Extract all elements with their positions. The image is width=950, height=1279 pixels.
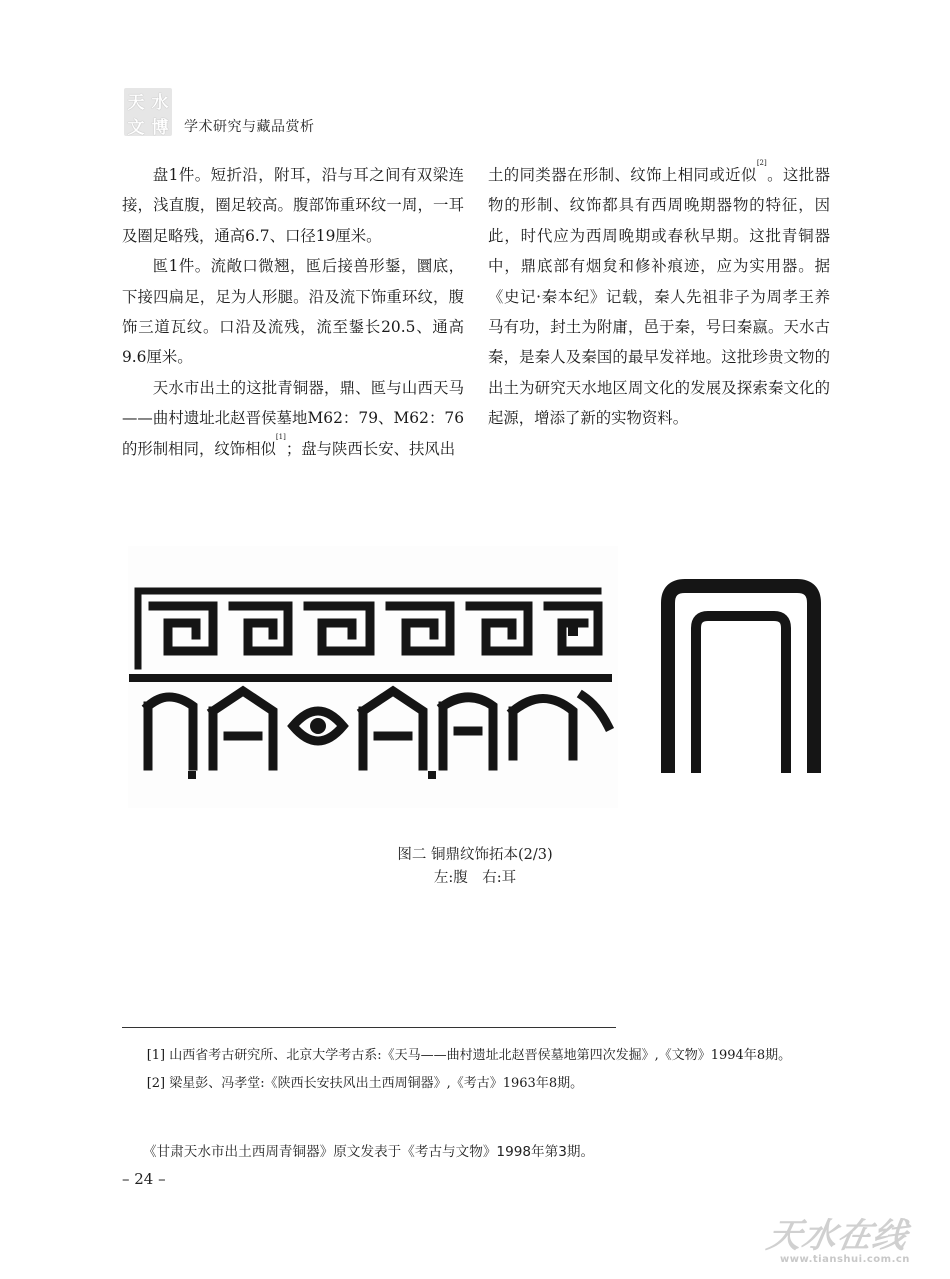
footnote-2: [2] 梁星彭、冯孝堂:《陕西长安扶风出土西周铜器》,《考古》1963年8期。 bbox=[146, 1076, 584, 1091]
body-column-right bbox=[488, 160, 830, 434]
figure-subcaption: 左:腹 右:耳 bbox=[433, 870, 517, 886]
watermark-text: 天水在线 bbox=[763, 1216, 911, 1256]
watermark-url: www.tianshui.com.cn bbox=[780, 1254, 910, 1265]
footnote-ref-1[interactable]: [1] bbox=[275, 432, 286, 441]
figure-caption: 图二 铜鼎纹饰拓本(2/3) bbox=[397, 847, 553, 863]
paragraph-pan: 盘1件。短折沿，附耳，沿与耳之间有双梁连接，浅直腹，圈足较高。腹部饰重环纹一周，一耳及圈足略残，通高6.7、口径19厘米。 bbox=[122, 166, 464, 245]
rubbing-ear-image bbox=[658, 578, 824, 778]
rubbing-belly-image bbox=[128, 546, 618, 808]
footnote-divider bbox=[122, 1027, 616, 1028]
footnotes bbox=[122, 1044, 830, 1100]
section-title: 学术研究与藏品赏析 bbox=[184, 119, 315, 135]
page-number: – 24 – bbox=[122, 1170, 166, 1188]
site-watermark bbox=[763, 1208, 948, 1274]
footnote-ref-2[interactable]: [2] bbox=[756, 159, 767, 167]
source-note: 《甘肃天水市出土西周青铜器》原文发表于《考古与文物》1998年第3期。 bbox=[143, 1144, 595, 1160]
journal-logo: 天 水 文 博 bbox=[124, 88, 172, 136]
page-header bbox=[118, 88, 378, 138]
paragraph-comparison: 天水市出土的这批青铜器，鼎、匜与山西天马——曲村遗址北赵晋侯墓地M62：79、M62：76的形制相同，纹饰相似[1]；盘与陕西长安、扶风出 bbox=[122, 378, 464, 458]
paragraph-conclusion: 土的同类器在形制、纹饰上相同或近似[2]。这批器物的形制、纹饰都具有西周晚期器物的特征，因此，时代应为西周晚期或春秋早期。这批青铜器中，鼎底部有烟炱和修补痕迹，应为实用器。据《史记·秦本纪》记载，秦人先祖非子为周孝王养马有功，封土为附庸，邑于秦，号曰秦嬴。天水古秦，是秦人及秦国的最早发祥地。这批珍贵文物的出土为研究天水地区周文化的发展及探索秦文化的起源，增添了新的实物资料。 bbox=[488, 159, 830, 428]
footnote-1: [1] 山西省考古研究所、北京大学考古系:《天马——曲村遗址北赵晋侯墓地第四次发掘》,《文物》1994年8期。 bbox=[146, 1048, 792, 1063]
body-column-left bbox=[122, 160, 464, 464]
paragraph-yi: 匜1件。流敞口微翘，匜后接兽形鋬，圜底，下接四扁足，足为人形腿。沿及流下饰重环纹，腹饰三道瓦纹。口沿及流残，流至鋬长20.5、通高9.6厘米。 bbox=[122, 257, 464, 367]
